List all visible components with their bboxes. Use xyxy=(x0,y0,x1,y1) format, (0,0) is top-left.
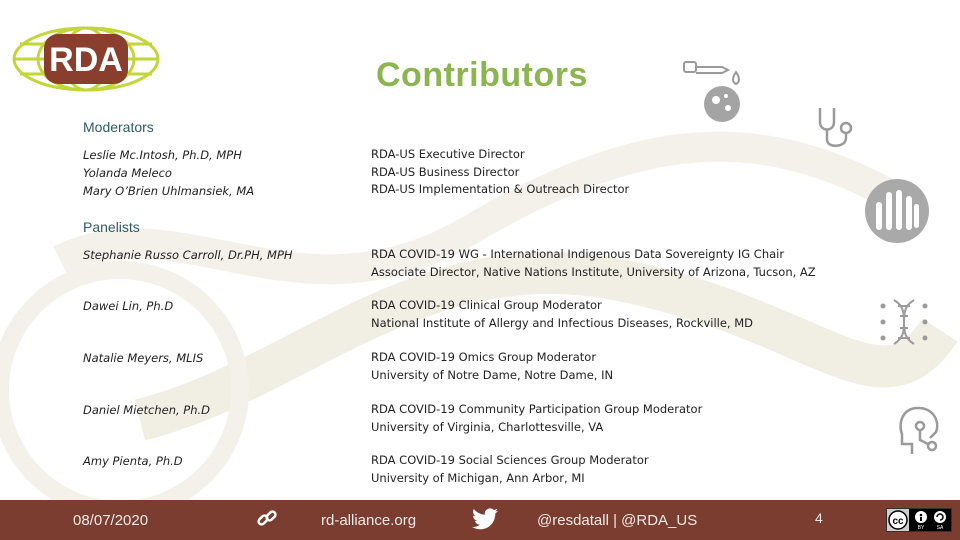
footer-website-link[interactable]: rd-alliance.org xyxy=(321,512,417,529)
stethoscope-icon xyxy=(814,104,862,152)
panelist-name: Amy Pienta, Ph.D xyxy=(83,454,183,468)
virus-icon xyxy=(704,86,740,122)
panelist-role: RDA COVID-19 Clinical Group Moderator National Institute of Allergy and Infectious Diseases, Rockville, MD xyxy=(371,298,754,330)
footer-social-handles[interactable]: @resdatall | @RDA_US xyxy=(537,512,698,529)
panelist-name: Daniel Mietchen, Ph.D xyxy=(83,403,211,417)
rda-logo xyxy=(10,24,162,94)
cc-by-label: BY xyxy=(917,525,925,531)
twitter-icon[interactable] xyxy=(472,508,498,530)
dropper-icon xyxy=(682,56,750,128)
moderators-heading: Moderators xyxy=(83,119,154,135)
link-icon[interactable] xyxy=(256,507,278,529)
cc-sa-label: SA xyxy=(936,525,944,531)
page-title: Contributors xyxy=(376,56,588,94)
panelist-name: Stephanie Russo Carroll, Dr.PH, MPH xyxy=(83,248,293,262)
logo-text: RDA xyxy=(49,41,123,79)
panelist-role: RDA COVID-19 Social Sciences Group Moderator University of Michigan, Ann Arbor, MI xyxy=(371,453,649,485)
hands-icon xyxy=(864,178,930,244)
moderator-roles: RDA-US Executive Director RDA-US Business Director RDA-US Implementation & Outreach Director xyxy=(371,147,630,196)
panelist-name: Dawei Lin, Ph.D xyxy=(83,299,174,313)
moderator-names: Leslie Mc.Intosh, Ph.D, MPH Yolanda Meleco Mary O’Brien Uhlmansiek, MA xyxy=(83,148,255,198)
panelist-role: RDA COVID-19 Community Participation Group Moderator University of Virginia, Charlottesville, VA xyxy=(371,402,703,434)
cc-icon[interactable] xyxy=(886,508,952,532)
page-number: 4 xyxy=(815,510,823,526)
svg-text:cc: cc xyxy=(892,516,904,527)
panelists-heading: Panelists xyxy=(83,219,140,235)
panelist-role: RDA COVID-19 Omics Group Moderator University of Notre Dame, Notre Dame, IN xyxy=(371,350,614,382)
brain-icon xyxy=(894,404,944,458)
panelist-name: Natalie Meyers, MLIS xyxy=(83,351,204,365)
dna-icon xyxy=(878,296,930,348)
panelist-role: RDA COVID-19 WG - International Indigenous Data Sovereignty IG Chair Associate Director, Native Nations Institute, University of Arizona, Tucson, AZ xyxy=(371,247,816,279)
footer-date: 08/07/2020 xyxy=(73,512,149,529)
